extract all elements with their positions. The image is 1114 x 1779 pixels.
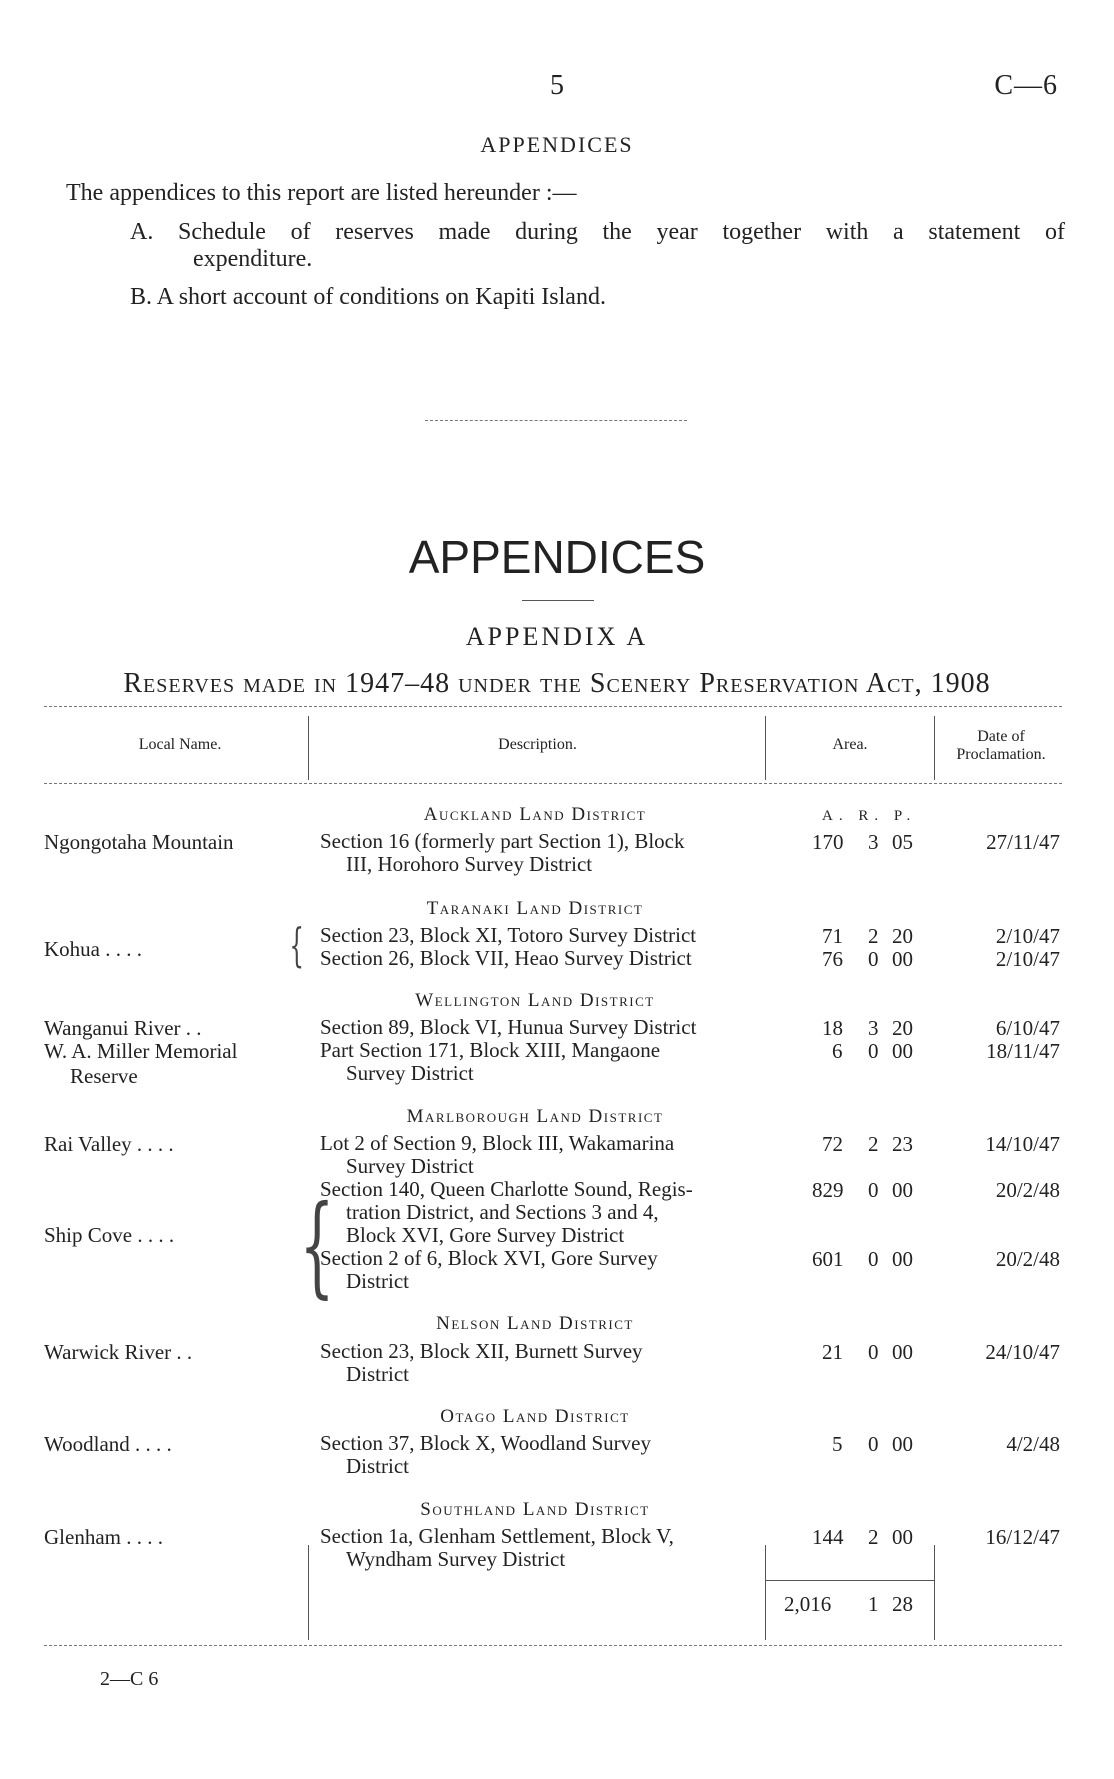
area-roods: 2 xyxy=(868,1132,879,1156)
page-number: 5 xyxy=(550,70,564,101)
area-roods: 0 xyxy=(868,1432,879,1456)
column-header-date-line1: Date of xyxy=(977,728,1025,745)
area-perches: 00 xyxy=(892,1525,913,1549)
section-divider xyxy=(425,420,687,421)
district-heading-otago: Otago Land District xyxy=(440,1406,630,1427)
description-line: Section 26, Block VII, Heao Survey District xyxy=(320,946,692,970)
proclamation-date: 16/12/47 xyxy=(985,1525,1060,1549)
area-acres: 18 xyxy=(822,1016,843,1040)
area-roods: 0 xyxy=(868,1178,879,1202)
proclamation-date: 2/10/47 xyxy=(995,924,1060,948)
area-perches: 00 xyxy=(892,1432,913,1456)
description-line: Section 16 (formerly part Section 1), Block xyxy=(320,829,685,853)
total-roods: 1 xyxy=(868,1592,879,1616)
area-acres: 829 xyxy=(812,1178,844,1202)
main-title: APPENDICES xyxy=(408,531,706,583)
area-perches: 05 xyxy=(892,830,913,854)
proclamation-date: 20/2/48 xyxy=(995,1247,1060,1271)
area-perches: 00 xyxy=(892,1039,913,1063)
table-title: Reserves made in 1947–48 under the Scenery Preservation Act, 1908 xyxy=(123,668,991,699)
column-divider xyxy=(765,1545,766,1640)
description-line: Section 89, Block VI, Hunua Survey District xyxy=(320,1015,697,1039)
area-roods: 0 xyxy=(868,947,879,971)
intro-text: The appendices to this report are listed hereunder :— xyxy=(66,180,577,206)
column-divider xyxy=(308,1545,309,1640)
description-line: District xyxy=(346,1269,409,1293)
total-acres: 2,016 xyxy=(784,1592,832,1616)
table-header-rule xyxy=(44,783,1062,784)
column-divider xyxy=(934,1545,935,1640)
column-header-description: Description. xyxy=(498,736,577,753)
description-line: District xyxy=(346,1454,409,1478)
document-code: C—6 xyxy=(994,70,1058,101)
column-header-local-name: Local Name. xyxy=(138,736,222,753)
area-roods: 0 xyxy=(868,1247,879,1271)
district-heading-taranaki: Taranaki Land District xyxy=(426,898,644,919)
area-acres: 5 xyxy=(832,1432,843,1456)
description-line: tration District, and Sections 3 and 4, xyxy=(346,1200,659,1224)
column-header-area: Area. xyxy=(832,736,868,753)
area-acres: 76 xyxy=(822,947,843,971)
description-wa-miller xyxy=(320,1039,752,1085)
local-name-wa-miller xyxy=(44,1039,237,1089)
area-roods: 0 xyxy=(868,1039,879,1063)
description-line: Section 2 of 6, Block XVI, Gore Survey xyxy=(320,1246,658,1270)
description-line: Section 140, Queen Charlotte Sound, Regis- xyxy=(320,1177,693,1201)
description-line: Survey District xyxy=(346,1154,474,1178)
proclamation-date: 27/11/47 xyxy=(986,830,1060,854)
area-acres: 21 xyxy=(822,1340,843,1364)
table-bottom-rule xyxy=(44,1645,1062,1646)
column-divider xyxy=(308,716,309,780)
area-acres: 71 xyxy=(822,924,843,948)
proclamation-date: 2/10/47 xyxy=(995,947,1060,971)
area-perches: 00 xyxy=(892,1178,913,1202)
area-acres: 170 xyxy=(812,830,844,854)
area-perches: 00 xyxy=(892,1247,913,1271)
district-heading-southland: Southland Land District xyxy=(420,1499,650,1520)
column-divider xyxy=(765,716,766,780)
local-name-wanganui-river: Wanganui River . . xyxy=(44,1016,202,1040)
description-line: Block XVI, Gore Survey District xyxy=(346,1223,625,1247)
district-heading-auckland: Auckland Land District xyxy=(423,804,647,825)
description-line: Survey District xyxy=(346,1061,474,1085)
local-name-rai-valley: Rai Valley . . . . xyxy=(44,1132,174,1156)
description-line: District xyxy=(346,1362,409,1386)
area-roods: 2 xyxy=(868,1525,879,1549)
local-name-ship-cove: Ship Cove . . . . xyxy=(44,1223,175,1247)
proclamation-date: 18/11/47 xyxy=(986,1039,1060,1063)
column-divider xyxy=(934,716,935,780)
intro-heading: APPENDICES xyxy=(480,132,634,157)
description-line: Section 23, Block XI, Totoro Survey District xyxy=(320,923,697,947)
description-line: Section 37, Block X, Woodland Survey xyxy=(320,1431,651,1455)
description-wanganui-river xyxy=(320,1016,752,1039)
column-header-date-line2: Proclamation. xyxy=(956,746,1046,763)
title-divider xyxy=(522,600,594,601)
area-acres: 601 xyxy=(812,1247,844,1271)
proclamation-date: 4/2/48 xyxy=(1006,1432,1060,1456)
appendix-list-item-a-continued: expenditure. xyxy=(193,246,313,272)
total-perches: 28 xyxy=(892,1592,913,1616)
local-name-line: W. A. Miller Memorial xyxy=(44,1039,238,1063)
area-perches: 00 xyxy=(892,1340,913,1364)
description-ngongotaha xyxy=(320,830,752,876)
area-perches: 20 xyxy=(892,1016,913,1040)
local-name-glenham: Glenham . . . . xyxy=(44,1525,163,1549)
area-roods: 3 xyxy=(868,830,879,854)
appendix-list-item-b: B. A short account of conditions on Kapiti Island. xyxy=(130,284,606,310)
description-line: III, Horohoro Survey District xyxy=(346,852,593,876)
description-line: Part Section 171, Block XIII, Mangaone xyxy=(320,1038,661,1062)
area-perches: 23 xyxy=(892,1132,913,1156)
appendix-list-item-a: A. Schedule of reserves made during the year together with a statement of xyxy=(130,219,1065,245)
description-line: Section 23, Block XII, Burnett Survey xyxy=(320,1339,643,1363)
area-acres: 144 xyxy=(812,1525,844,1549)
table-top-rule xyxy=(44,706,1062,707)
total-rule xyxy=(766,1580,934,1581)
proclamation-date: 14/10/47 xyxy=(985,1132,1060,1156)
description-kohua xyxy=(320,924,752,970)
area-roods: 2 xyxy=(868,924,879,948)
description-line: Wyndham Survey District xyxy=(346,1547,566,1571)
description-ship-cove xyxy=(320,1178,752,1293)
local-name-kohua: Kohua . . . . xyxy=(44,937,142,961)
local-name-ngongotaha: Ngongotaha Mountain xyxy=(44,830,234,854)
area-perches: 00 xyxy=(892,947,913,971)
appendix-title: APPENDIX A xyxy=(465,622,649,651)
area-roods: 0 xyxy=(868,1340,879,1364)
area-acres: 6 xyxy=(832,1039,843,1063)
description-line: Lot 2 of Section 9, Block III, Wakamarina xyxy=(320,1131,675,1155)
proclamation-date: 20/2/48 xyxy=(995,1178,1060,1202)
local-name-line: Reserve xyxy=(70,1064,138,1088)
local-name-woodland: Woodland . . . . xyxy=(44,1432,172,1456)
description-line: Section 1a, Glenham Settlement, Block V, xyxy=(320,1524,674,1548)
district-heading-nelson: Nelson Land District xyxy=(436,1313,634,1334)
description-warwick-river xyxy=(320,1340,752,1386)
footer-signature: 2—C 6 xyxy=(100,1668,159,1690)
description-glenham xyxy=(320,1525,752,1571)
district-heading-wellington: Wellington Land District xyxy=(415,990,655,1011)
area-roods: 3 xyxy=(868,1016,879,1040)
area-perches: 20 xyxy=(892,924,913,948)
area-units: A. R. P. xyxy=(822,808,917,824)
description-woodland xyxy=(320,1432,752,1478)
brace-icon: { xyxy=(289,918,304,972)
brace-icon: { xyxy=(299,1181,335,1309)
description-rai-valley xyxy=(320,1132,752,1178)
proclamation-date: 24/10/47 xyxy=(985,1340,1060,1364)
area-acres: 72 xyxy=(822,1132,843,1156)
proclamation-date: 6/10/47 xyxy=(995,1016,1060,1040)
district-heading-marlborough: Marlborough Land District xyxy=(406,1106,664,1127)
local-name-warwick-river: Warwick River . . xyxy=(44,1340,193,1364)
